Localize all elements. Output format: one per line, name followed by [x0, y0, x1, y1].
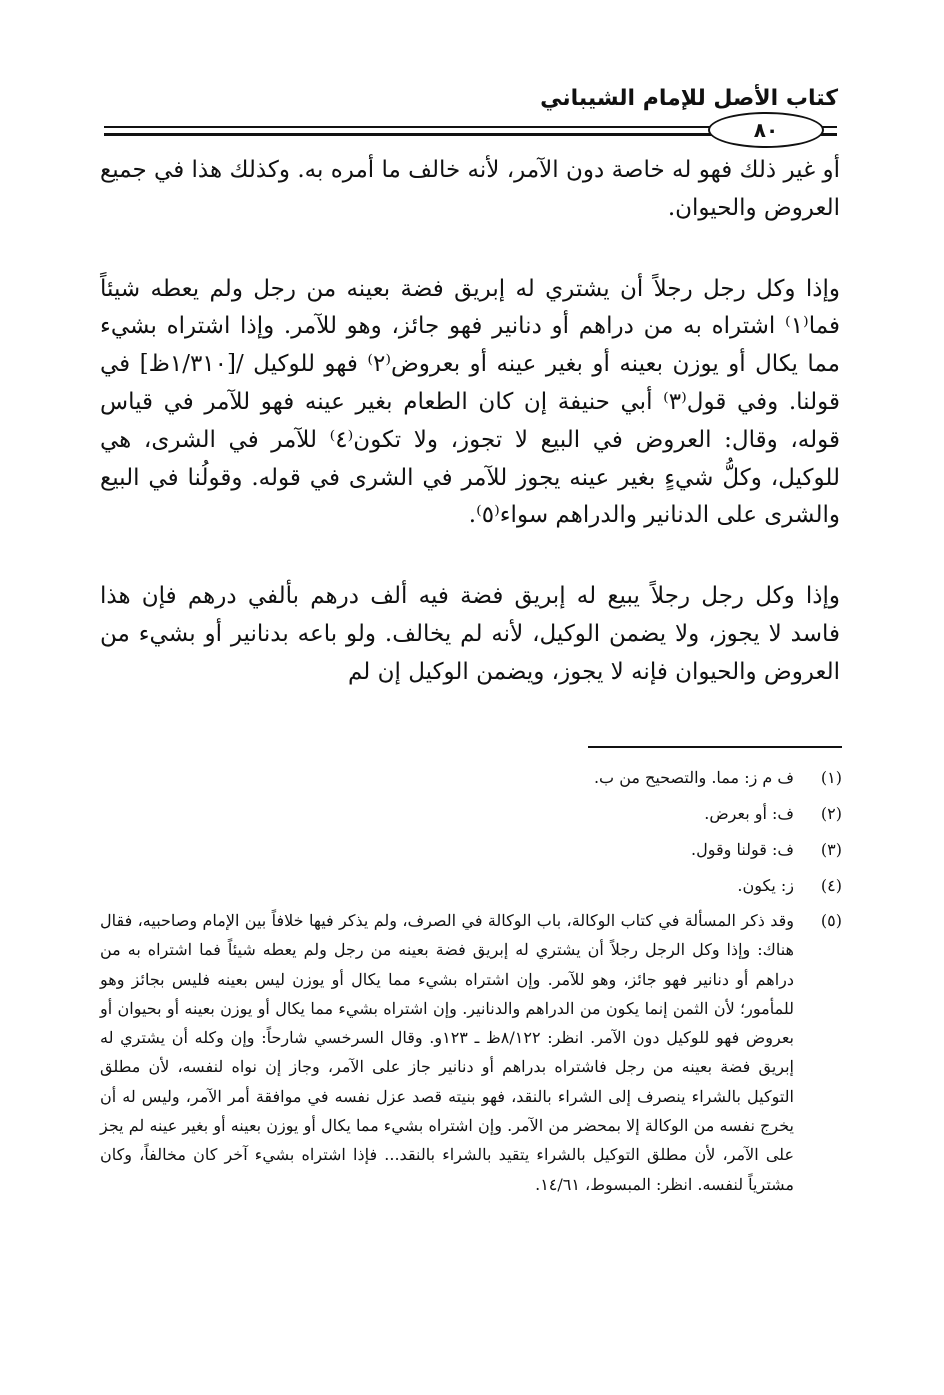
footnote-item	[100, 762, 842, 794]
footnote-number: (١)	[820, 768, 842, 787]
main-text	[100, 152, 840, 692]
footnote-number: (٥)	[820, 911, 842, 930]
footnote-text: ف: أو بعرض.	[704, 804, 794, 823]
footnote-text: وقد ذكر المسألة في كتاب الوكالة، باب الوكالة في الصرف، ولم يذكر فيها خلافاً بين الإمام وصاحبيه، فقال هناك: وإذا وكل الرجل رجلاً أن يشتري له إبريق فضة بعينه من رجل ولم يعطه شيئاً فما اشتراه به من دراهم أو دنانير فهو جائز، وهو للآمر. وإن اشتراه بشيء مما يكال أو يوزن ليس بعينه فليس بجائز وهو للمأمور؛ لأن الثمن إنما يكون من الدراهم والدنانير. وإن اشتراه بشيء مما يكال أو يوزن بعينه أو بحيوان أو بعروض فهو للوكيل دون الآمر. انظر: ٨/١٢٢ظ ـ ١٢٣و. وقال السرخسي شارحاً: وإن وكله أن يشتري له إبريق فضة بعينه من رجل فاشتراه بدراهم أو دنانير جاز على الآمر، وجاز إن نواه لنفسه، لأن مطلق التوكيل بالشراء ينصرف إلى الشراء بالنقد، فهو بنيته قصد عزل نفسه في موافقة أمر الآمر، وليس له أن يخرج نفسه من الوكالة إلا بمحضر من الآمر. وإن اشتراه بشيء مما يكال أو يوزن بعينه أو بغير عينه لم يجز على الآمر، لأن مطلق التوكيل بالشراء يتقيد بالشراء بالنقد... فإذا اشتراه بشيء آخر كان مخالفاً، وكان مشترياً لنفسه. انظر: المبسوط، ١٤/٦١.	[100, 911, 795, 1194]
footnote-text: ف: قولنا وقول.	[691, 840, 794, 859]
footnote-item	[100, 834, 842, 866]
footnote-number: (٣)	[820, 840, 842, 859]
page-number-oval	[708, 112, 824, 148]
footnotes	[100, 762, 842, 1203]
footnote-separator	[588, 746, 842, 748]
footnote-item	[100, 906, 842, 1199]
paragraph: وإذا وكل رجل رجلاً أن يشتري له إبريق فضة بعينه من رجل ولم يعطه شيئاً فما⁽١⁾ اشتراه به من دراهم أو دنانير فهو جائز، وهو للآمر. وإذا اشتراه بشيء مما يكال أو يوزن بعينه أو بغير عينه أو بعروض⁽٢⁾ فهو للوكيل /[١/٣١٠ظ] في قولنا. وفي قول⁽٣⁾ أبي حنيفة إن كان الطعام بغير عينه فهو للآمر في قياس قوله، وقال: العروض في البيع لا تجوز، ولا تكون⁽٤⁾ للآمر في الشرى، هي للوكيل، وكلُّ شيءٍ بغير عينه يجوز للآمر في الشرى في قوله. وقولُنا في البيع والشرى على الدنانير والدراهم سواء⁽٥⁾.	[100, 275, 840, 529]
footnote-item	[100, 798, 842, 830]
paragraph: وإذا وكل رجل رجلاً يبيع له إبريق فضة فيه ألف درهم بألفي درهم فإن هذا فاسد لا يجوز، ولا يضمن الوكيل، لأنه لم يخالف. ولو باعه بدنانير أو بشيء من العروض والحيوان فإنه لا يجوز، ويضمن الوكيل إن لم	[100, 583, 840, 685]
footnote-item	[100, 870, 842, 902]
footnote-number: (٤)	[820, 876, 842, 895]
page-number: ٨٠	[753, 118, 779, 142]
footnote-text: ف م ز: مما. والتصحيح من ب.	[593, 768, 794, 787]
running-header-title: كتاب الأصل للإمام الشيباني	[540, 86, 838, 111]
footnote-text: ز: يكون.	[737, 876, 794, 895]
footnote-number: (٢)	[820, 804, 842, 823]
paragraph: أو غير ذلك فهو له خاصة دون الآمر، لأنه خالف ما أمره به. وكذلك هذا في جميع العروض والحيوان.	[100, 157, 840, 221]
